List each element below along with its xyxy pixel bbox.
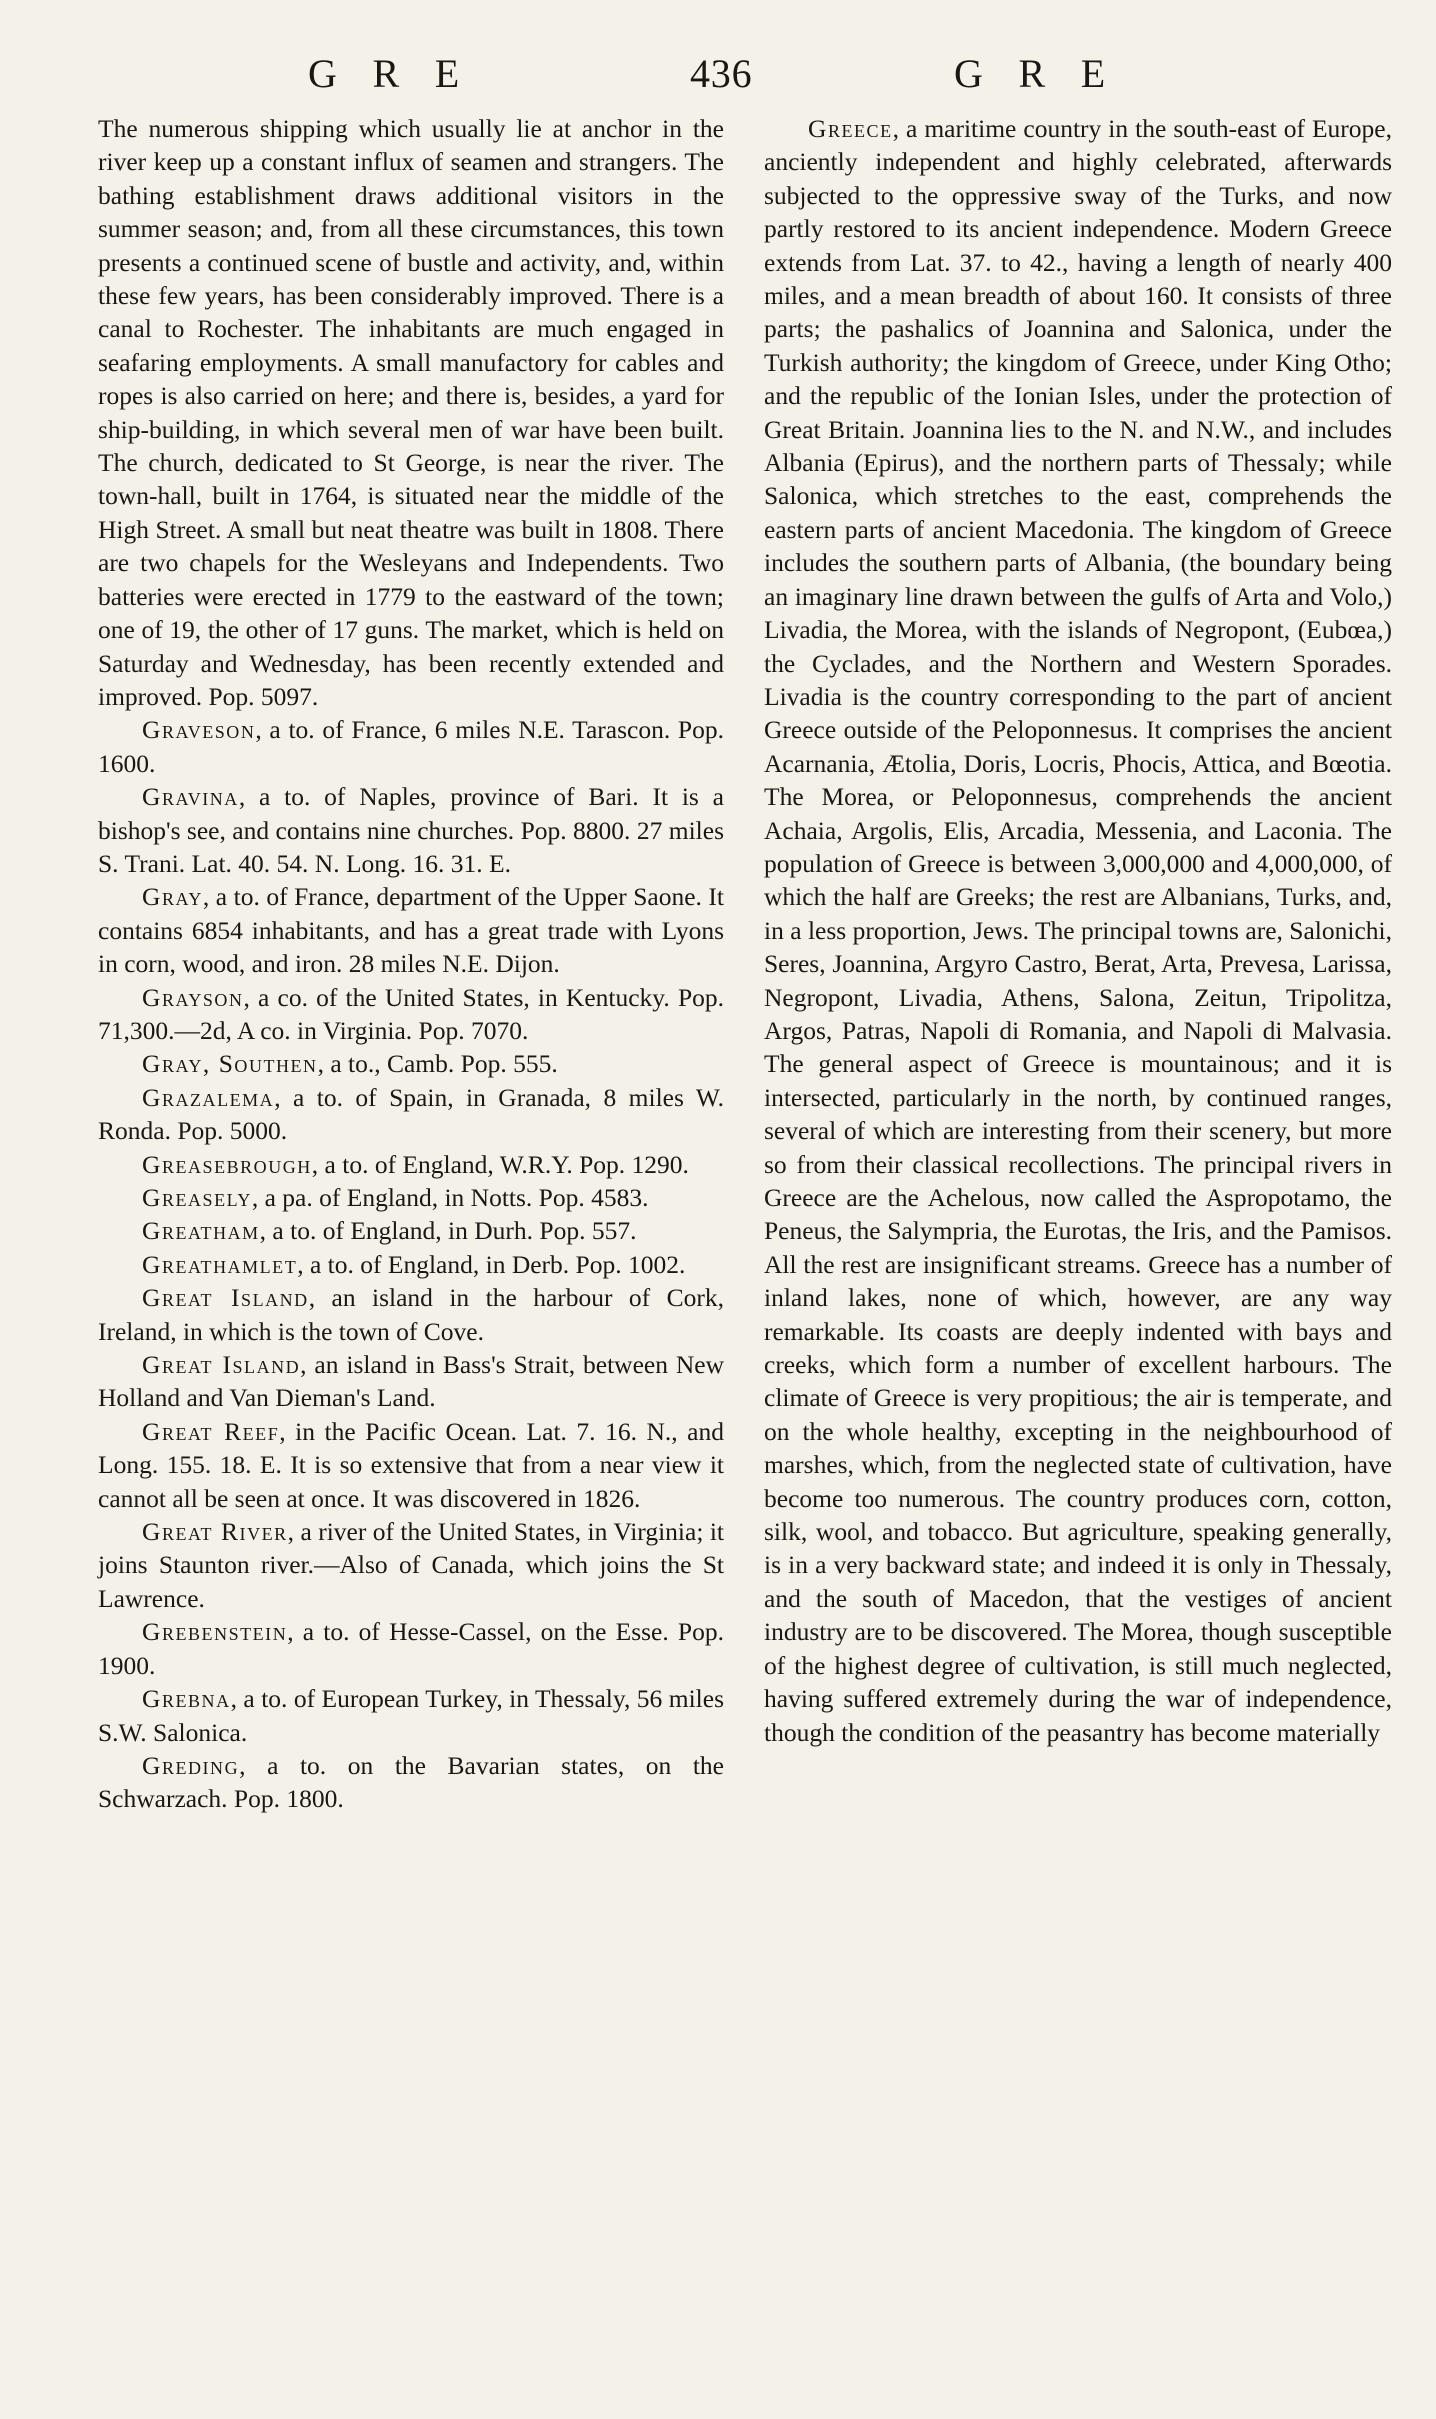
- entry-headword: Gray: [142, 882, 203, 912]
- entry-headword: Grazalema: [142, 1082, 275, 1112]
- right-column: [764, 112, 1392, 1749]
- entry-body: , a maritime country in the south-east of Europe, anciently independent and highly celebrated, afterwards subjected to the oppressive sway of the Turks, and now partly restored to its ancient independence. Modern Greece extends from Lat. 37. to 42., having a length of nearly 400 miles, and a mean breadth of about 160. It consists of three parts; the pashalics of Joannina and Salonica, under the Turkish authority; the kingdom of Greece, under King Otho; and the republic of the Ionian Isles, under the protection of Great Britain. Joannina lies to the N. and N.W., and includes Albania (Epirus), and the northern parts of Thessaly; while Salonica, which stretches to the east, comprehends the eastern parts of ancient Macedonia. The kingdom of Greece includes the southern parts of Albania, (the boundary being an imaginary line drawn between the gulfs of Arta and Volo,) Livadia, the Morea, with the islands of Negropont, (Eubœa,) the Cyclades, and the Northern and Western Sporades. Livadia is the country corresponding to the part of ancient Greece outside of the Peloponnesus. It comprises the ancient Acarnania, Ætolia, Doris, Locris, Phocis, Attica, and Bœotia. The Morea, or Peloponnesus, comprehends the ancient Achaia, Argolis, Elis, Arcadia, Messenia, and Laconia. The population of Greece is between 3,000,000 and 4,000,000, of which the half are Greeks; the rest are Albanians, Turks, and, in a less proportion, Jews. The principal towns are, Salonichi, Seres, Joannina, Argyro Castro, Berat, Arta, Prevesa, Larissa, Negropont, Livadia, Athens, Salona, Zeitun, Tripolitza, Argos, Patras, Napoli di Romania, and Napoli di Malvasia. The general aspect of Greece is mountainous; and it is intersected, particularly in the north, by continued ranges, several of which are interesting from their scenery, but more so from their classical recollections. The principal rivers in Greece are the Achelous, now called the Aspropotamo, the Peneus, the Salympria, the Eurotas, the Iris, and the Pamisos. All the rest are insignificant streams. Greece has a number of inland lakes, none of which, however, are any way remarkable. Its coasts are deeply indented with bays and creeks, which form a number of excellent harbours. The climate of Greece is very propitious; the air is temperate, and on the whole healthy, excepting in the neighbourhood of marshes, which, from the neglected state of cultivation, have become too numerous. The country produces corn, cotton, silk, wool, and tobacco. But agriculture, speaking generally, is in a very backward state; and indeed it is only in Thessaly, and the south of Macedon, that the vestiges of ancient industry are to be discovered. The Morea, though susceptible of the highest degree of cultivation, is still much neglected, having suffered extremely during the war of independence, though the condition of the peasantry has become materially: [764, 114, 1392, 1747]
- entry-greece: [764, 112, 1392, 1749]
- entry-body: , a to. of France, 6 miles N.E. Tarascon. Pop. 1600.: [98, 715, 724, 778]
- continuation-paragraph: The numerous shipping which usually lie at anchor in the river keep up a constant influx of seamen and strangers. The bathing establishment draws additional visitors in the summer season; and, from all these circumstances, this town presents a continued scene of bustle and activity, and, within these few years, has been considerably improved. There is a canal to Rochester. The inhabitants are much engaged in seafaring employments. A small manufactory for cables and ropes is also carried on here; and there is, besides, a yard for ship-building, in which several men of war have been built. The church, dedicated to St George, is near the river. The town-hall, built in 1764, is situated near the middle of the High Street. A small but neat theatre was built in 1808. There are two chapels for the Wesleyans and Independents. Two batteries were erected in 1779 to the eastward of the town; one of 19, the other of 17 guns. The market, which is held on Saturday and Wednesday, has been recently extended and improved. Pop. 5097.: [98, 114, 724, 711]
- entry-headword: Greasebrough: [142, 1149, 312, 1179]
- entry: [98, 1214, 724, 1247]
- entry-body: , a to. of France, department of the Upper Saone. It contains 6854 inhabitants, and has a great trade with Lyons in corn, wood, and iron. 28 miles N.E. Dijon.: [98, 882, 724, 979]
- entry-body: , in the Pacific Ocean. Lat. 7. 16. N., and Long. 155. 18. E. It is so extensive that from a near view it cannot all be seen at once. It was discovered in 1826.: [98, 1416, 724, 1513]
- entry-headword: Grebna: [142, 1684, 231, 1714]
- entry: [98, 880, 724, 980]
- entry: [98, 1682, 724, 1749]
- entry-body: , a to. of Spain, in Granada, 8 miles W. Ronda. Pop. 5000.: [98, 1082, 724, 1146]
- entry-headword: Greding: [142, 1750, 240, 1780]
- entry: [98, 1615, 724, 1682]
- running-head-left: G R E: [308, 51, 472, 96]
- entry-headword: Great Island: [142, 1350, 301, 1380]
- entry: [98, 1148, 724, 1181]
- entry-headword: Great Island: [142, 1283, 309, 1313]
- entry-headword: Graveson: [142, 715, 256, 745]
- entry-headword: Gray, Southen: [142, 1049, 318, 1079]
- entry: [98, 1081, 724, 1148]
- entry-headword: Greathamlet: [142, 1249, 298, 1279]
- left-column: [98, 112, 724, 1816]
- entry: [98, 713, 724, 780]
- page-number: 436: [690, 51, 753, 96]
- entry-body: , an island in Bass's Strait, between New Holland and Van Dieman's Land.: [98, 1350, 724, 1413]
- entry-body: , a to. on the Bavarian states, on the Schwarzach. Pop. 1800.: [98, 1750, 724, 1814]
- entry-body: , a river of the United States, in Virginia; it joins Staunton river.—Also of Canada, which joins the St Lawrence.: [98, 1517, 724, 1613]
- entry: [98, 981, 724, 1048]
- entry-headword: Grebenstein: [142, 1617, 288, 1647]
- entry-headword: Great Reef: [142, 1416, 280, 1446]
- entry-body: , a to., Camb. Pop. 555.: [317, 1049, 558, 1079]
- running-head: [0, 50, 1436, 100]
- entry: [98, 1181, 724, 1214]
- entry-headword: Great River: [142, 1517, 288, 1547]
- entry-list: [98, 713, 724, 1815]
- entry: [98, 1248, 724, 1281]
- entry-body: , a to. of Hesse-Cassel, on the Esse. Pop. 1900.: [98, 1617, 724, 1680]
- entry-body: , a co. of the United States, in Kentucky. Pop. 71,300.—2d, A co. in Virginia. Pop. 7070.: [98, 982, 724, 1045]
- entry-headword: Gravina: [142, 782, 239, 812]
- entry: [98, 1047, 724, 1080]
- running-head-right: G R E: [954, 51, 1118, 96]
- entry-headword: Grayson: [142, 982, 244, 1012]
- entry: [98, 780, 724, 880]
- entry-body: , a to. of Naples, province of Bari. It is a bishop's see, and contains nine churches. Pop. 8800. 27 miles S. Trani. Lat. 40. 54. N. Long. 16. 31. E.: [98, 782, 724, 878]
- entry: [98, 1515, 724, 1615]
- entry-body: , a to. of England, in Derb. Pop. 1002.: [297, 1249, 686, 1279]
- entry: [98, 1415, 724, 1515]
- entry-body: , an island in the harbour of Cork, Ireland, in which is the town of Cove.: [98, 1283, 724, 1346]
- entry-body: , a pa. of England, in Notts. Pop. 4583.: [251, 1183, 649, 1212]
- entry: [98, 1749, 724, 1816]
- entry: [98, 1281, 724, 1348]
- entry-body: , a to. of European Turkey, in Thessaly, 56 miles S.W. Salonica.: [98, 1684, 724, 1747]
- entry-headword: Greasely: [142, 1183, 252, 1212]
- entry-headword: Greatham: [142, 1216, 260, 1246]
- entry-headword: Greece: [808, 114, 893, 143]
- entry-body: , a to. of England, in Durh. Pop. 557.: [259, 1216, 637, 1246]
- entry: [98, 1348, 724, 1415]
- entry-body: , a to. of England, W.R.Y. Pop. 1290.: [311, 1149, 689, 1179]
